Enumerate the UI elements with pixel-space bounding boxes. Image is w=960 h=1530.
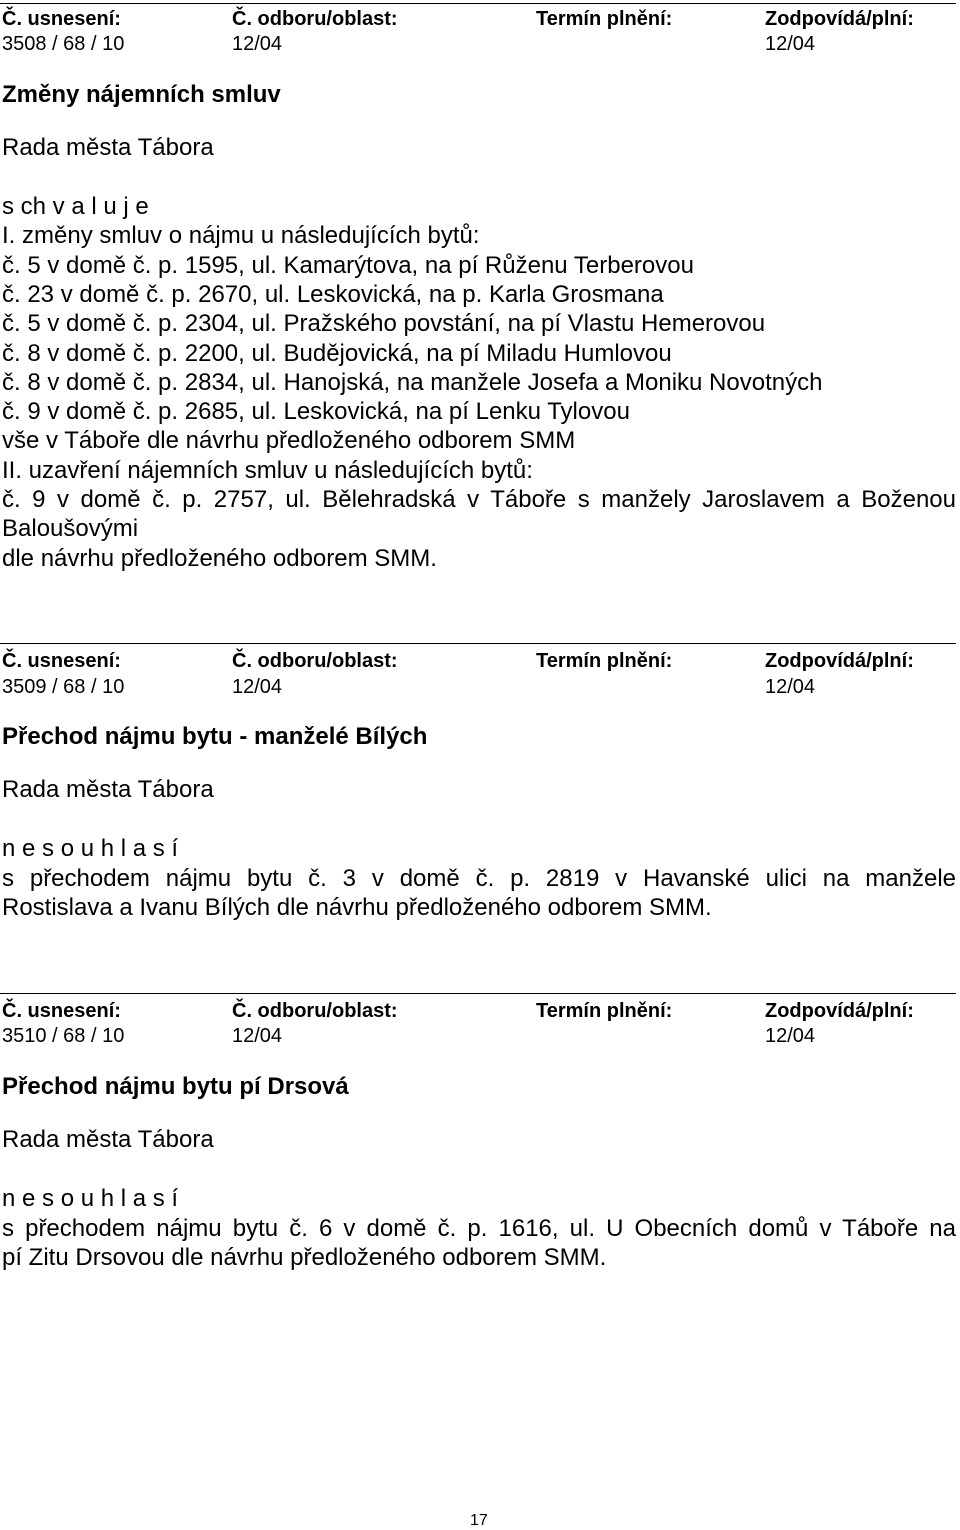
council-name: Rada města Tábora — [2, 776, 214, 803]
text-line: vše v Táboře dle návrhu předloženého odborem SMM — [2, 427, 576, 454]
department-value: 12/04 — [232, 1025, 283, 1047]
label-department: Č. odboru/oblast: — [232, 8, 398, 30]
label-responsible: Zodpovídá/plní: — [765, 1000, 914, 1022]
label-responsible: Zodpovídá/plní: — [765, 8, 914, 30]
text-line: dle návrhu předloženého odborem SMM. — [2, 545, 437, 572]
text-line: pí Zitu Drsovou dle návrhu předloženého odborem SMM. — [2, 1244, 607, 1271]
responsible-value: 12/04 — [765, 33, 816, 55]
text-line: I. změny smluv o nájmu u následujících bytů: — [2, 222, 480, 249]
resolution-title: Přechod nájmu bytu pí Drsová — [2, 1073, 349, 1100]
resolution-number: 3508 / 68 / 10 — [2, 33, 125, 55]
label-responsible: Zodpovídá/plní: — [765, 650, 914, 672]
text-line: č. 5 v domě č. p. 1595, ul. Kamarýtova, na pí Růženu Terberovou — [2, 252, 694, 279]
label-resolution-no: Č. usnesení: — [2, 8, 121, 30]
label-department: Č. odboru/oblast: — [232, 650, 398, 672]
resolution-verb: n e s o u h l a s í — [2, 1185, 179, 1212]
resolution-verb: s ch v a l u j e — [2, 193, 149, 220]
label-deadline: Termín plnění: — [536, 8, 673, 30]
department-value: 12/04 — [232, 676, 283, 698]
section-divider — [0, 3, 956, 4]
department-value: 12/04 — [232, 33, 283, 55]
resolution-title: Změny nájemních smluv — [2, 81, 281, 108]
resolution-number: 3509 / 68 / 10 — [2, 676, 125, 698]
text-line: Rostislava a Ivanu Bílých dle návrhu předloženého odborem SMM. — [2, 894, 712, 921]
label-resolution-no: Č. usnesení: — [2, 1000, 121, 1022]
responsible-value: 12/04 — [765, 676, 816, 698]
label-deadline: Termín plnění: — [536, 650, 673, 672]
text-line: č. 8 v domě č. p. 2834, ul. Hanojská, na manžele Josefa a Moniku Novotných — [2, 369, 823, 396]
text-line: č. 9 v domě č. p. 2685, ul. Leskovická, na pí Lenku Tylovou — [2, 398, 630, 425]
council-name: Rada města Tábora — [2, 1126, 214, 1153]
responsible-value: 12/04 — [765, 1025, 816, 1047]
resolution-verb: n e s o u h l a s í — [2, 835, 179, 862]
text-line: č. 8 v domě č. p. 2200, ul. Budějovická, na pí Miladu Humlovou — [2, 340, 672, 367]
text-line: č. 5 v domě č. p. 2304, ul. Pražského povstání, na pí Vlastu Hemerovou — [2, 310, 766, 337]
resolution-title: Přechod nájmu bytu - manželé Bílých — [2, 723, 428, 750]
section-divider — [0, 643, 956, 644]
text-line: II. uzavření nájemních smluv u následujících bytů: — [2, 457, 533, 484]
council-name: Rada města Tábora — [2, 134, 214, 161]
text-line-justified: č. 9 v domě č. p. 2757, ul. Bělehradská v Táboře s manžely Jaroslavem a Boženou — [2, 486, 956, 513]
page-number: 17 — [470, 1512, 488, 1529]
resolution-number: 3510 / 68 / 10 — [2, 1025, 125, 1047]
label-deadline: Termín plnění: — [536, 1000, 673, 1022]
text-line-justified: s přechodem nájmu bytu č. 3 v domě č. p. 2819 v Havanské ulici na manžele — [2, 865, 956, 892]
text-line: Baloušovými — [2, 515, 139, 542]
section-divider — [0, 993, 956, 994]
text-line: č. 23 v domě č. p. 2670, ul. Leskovická, na p. Karla Grosmana — [2, 281, 664, 308]
text-line-justified: s přechodem nájmu bytu č. 6 v domě č. p. 1616, ul. U Obecních domů v Táboře na — [2, 1215, 956, 1242]
label-resolution-no: Č. usnesení: — [2, 650, 121, 672]
label-department: Č. odboru/oblast: — [232, 1000, 398, 1022]
